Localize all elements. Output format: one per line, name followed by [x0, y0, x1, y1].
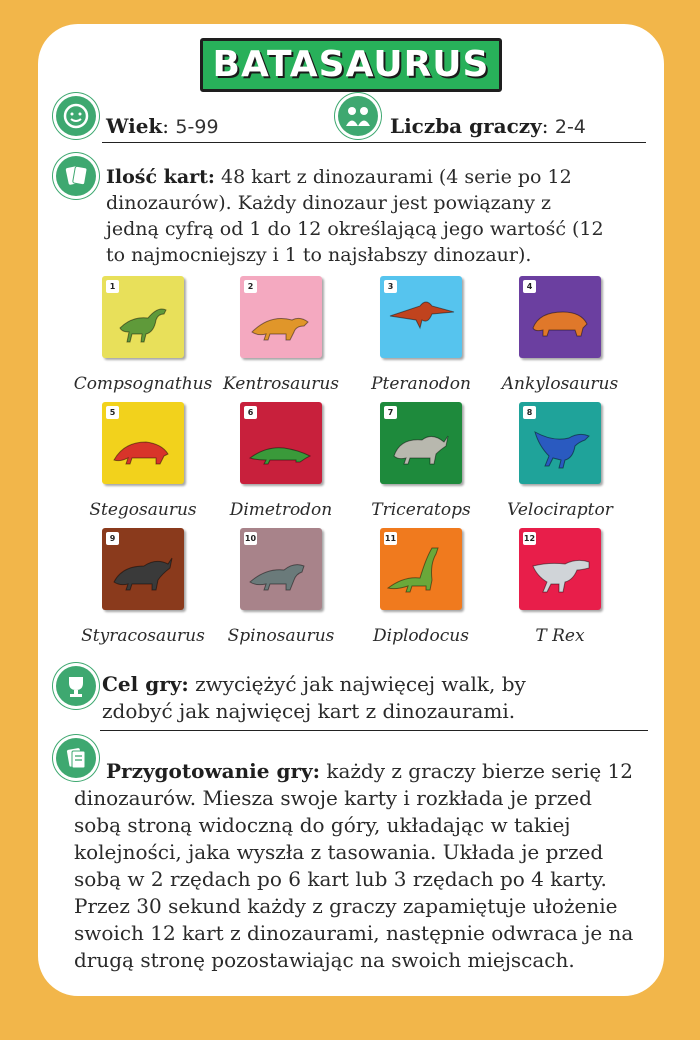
goal-label: Cel gry: — [102, 672, 189, 696]
setup-label: Przygotowanie gry: — [106, 759, 320, 783]
dinosaur-card-triceratops — [380, 402, 462, 484]
card-number: 7 — [384, 406, 397, 419]
dinosaur-name: Compsognathus — [73, 374, 213, 394]
card-number: 8 — [523, 406, 536, 419]
card-number: 1 — [106, 280, 119, 293]
players-row: Liczba graczy: 2-4 — [390, 114, 586, 138]
rules-card — [38, 24, 664, 996]
dinosaur-card-diplodocus — [380, 528, 462, 610]
dinosaur-card-spinosaurus — [240, 528, 322, 610]
trophy-icon — [56, 666, 96, 706]
card-number: 9 — [106, 532, 119, 545]
goal-paragraph — [102, 671, 602, 725]
dinosaur-name: Dimetrodon — [229, 500, 333, 520]
cards-label: Ilość kart: — [106, 166, 215, 188]
card-number: 2 — [244, 280, 257, 293]
dinosaur-card-dimetrodon — [240, 402, 322, 484]
dinosaur-name: Stegosaurus — [89, 500, 197, 520]
divider — [102, 142, 646, 143]
dinosaur-card-ankylosaurus — [519, 276, 601, 358]
players-label: Liczba graczy — [390, 114, 542, 138]
goal-text: zwyciężyć jak najwięcej walk, by zdobyć jak najwięcej kart z dinozaurami. — [102, 672, 526, 723]
dinosaur-name: Triceratops — [371, 500, 471, 520]
setup-text: każdy z graczy bierze serię 12 dinozaurów. Miesza swoje karty i rozkłada je przed sobą stroną widoczną do góry, układając w takiej kolejności, jaka wyszła z tasowania. Układa je przed sobą w 2 rzędach po 6 kart lub 3 rzędach po 4 karty. Przez 30 sekund każdy z graczy zapamiętuje ułożenie swoich 12 kart z dinozaurami, następnie odwraca je na drugą stronę pozostawiając na swoich miejscach. — [74, 759, 634, 972]
card-number: 12 — [523, 534, 536, 543]
players-icon — [338, 96, 378, 136]
dinosaur-card-kentrosaurus — [240, 276, 322, 358]
dinosaur-card-stegosaurus — [102, 402, 184, 484]
dinosaur-card-t-rex — [519, 528, 601, 610]
card-number: 10 — [244, 534, 257, 543]
dinosaur-name: T Rex — [535, 626, 585, 646]
dinosaur-card-pteranodon — [380, 276, 462, 358]
card-number: 4 — [523, 280, 536, 293]
dinosaur-name: Velociraptor — [507, 500, 613, 520]
dinosaur-card-styracosaurus — [102, 528, 184, 610]
cards-paragraph — [106, 164, 606, 268]
age-label: Wiek — [106, 114, 163, 138]
divider — [100, 730, 648, 731]
title-banner — [38, 38, 664, 92]
setup-paragraph — [74, 758, 634, 974]
game-title: BATASAURUS — [200, 38, 503, 92]
face-icon — [56, 96, 96, 136]
card-number: 5 — [106, 406, 119, 419]
dinosaur-name: Diplodocus — [373, 626, 469, 646]
dinosaur-card-compsognathus — [102, 276, 184, 358]
dinosaur-name: Pteranodon — [371, 374, 471, 394]
card-number: 11 — [384, 534, 397, 543]
age-row: Wiek: 5-99 — [106, 114, 219, 138]
dinosaur-name: Ankylosaurus — [501, 374, 619, 394]
dinosaur-name: Styracosaurus — [81, 626, 205, 646]
cards-text: 48 kart z dinozaurami (4 serie po 12 dinozaurów). Każdy dinozaur jest powiązany z jedną cyfrą od 1 do 12 określającą jego wartość (12 to najmocniejszy i 1 to najsłabszy dinozaur). — [106, 166, 604, 266]
players-value: 2-4 — [554, 116, 586, 138]
card-number: 3 — [384, 280, 397, 293]
dinosaur-card-velociraptor — [519, 402, 601, 484]
cards-icon — [56, 156, 96, 196]
dinosaur-name: Spinosaurus — [227, 626, 335, 646]
age-value: 5-99 — [175, 116, 219, 138]
dinosaur-name: Kentrosaurus — [222, 374, 340, 394]
card-number: 6 — [244, 406, 257, 419]
